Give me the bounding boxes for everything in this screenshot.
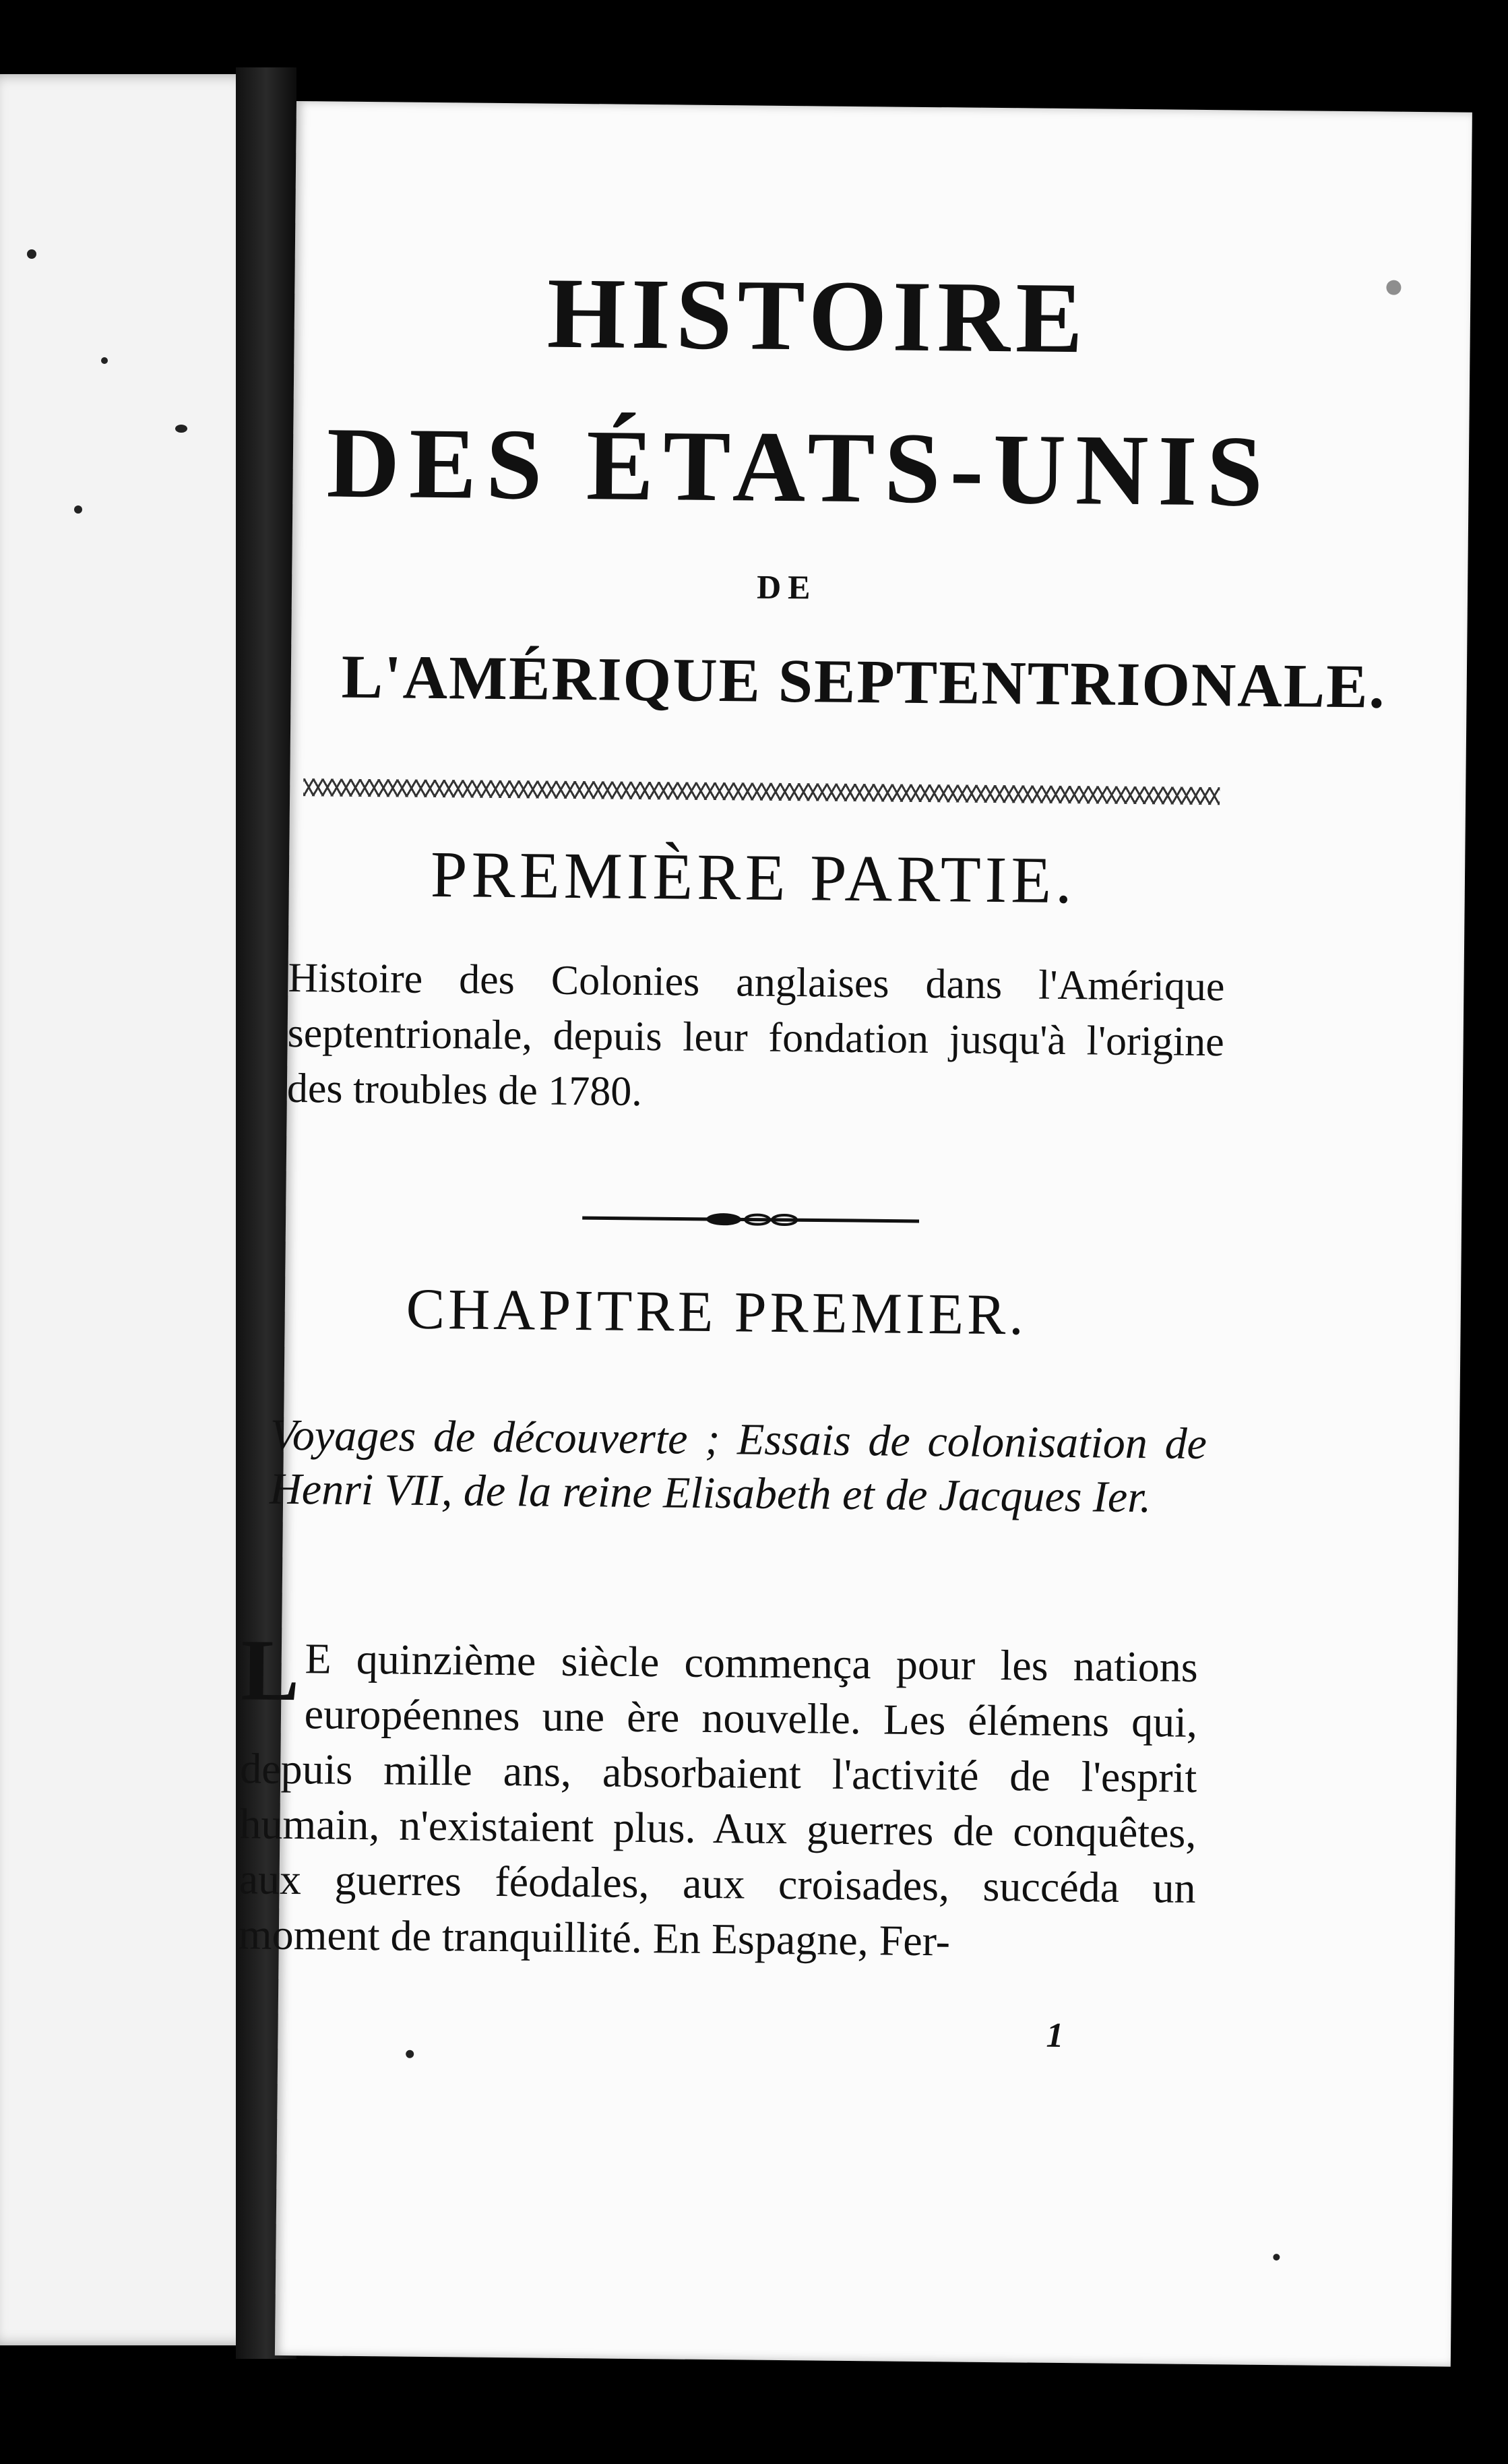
title-line-etats-unis: DES ÉTATS-UNIS [326, 406, 1273, 528]
drop-cap: L [240, 1622, 301, 1720]
part-description: Histoire des Colonies anglaises dans l'Amérique septentrionale, depuis leur fondation jusqu'à l'origine des troubles de 1780. [286, 954, 1225, 1115]
body-text: E quinzième siècle commença pour les nations européennes une ère nouvelle. Les élémens qui, depuis mille ans, absorbaient l'activité de l'esprit humain, n'existaient plus. Aux guerres de conquêtes, aux guerres féodales, aux croisades, succéda un moment de tranquillité. En Espagne, Fer- [238, 1634, 1199, 1965]
title-line-histoire: HISTOIRE [546, 257, 1089, 375]
body-paragraph [238, 1622, 1199, 1971]
ink-speck [101, 357, 108, 364]
title-line-de: DE [756, 567, 817, 607]
ink-speck [74, 505, 82, 514]
signature-mark: 1 [1046, 2016, 1064, 2056]
ink-speck [406, 2050, 414, 2058]
ink-speck [1273, 2254, 1280, 2260]
ornamental-rule [582, 1209, 919, 1230]
wavy-rule-divider [303, 778, 1220, 805]
title-page [238, 101, 1472, 2367]
chapter-heading: CHAPITRE PREMIER. [406, 1276, 1028, 1347]
facing-page-edge [0, 74, 253, 2345]
title-line-amerique: L'AMÉRIQUE SEPTENTRIONALE. [341, 642, 1387, 721]
ink-speck [27, 249, 36, 259]
ink-speck [1386, 280, 1401, 295]
ink-speck [175, 425, 187, 433]
chapter-summary: Voyages de découverte ; Essais de colonisation de Henri VII, de la reine Elisabeth et de Jacques Ier. [269, 1410, 1207, 1522]
part-heading: PREMIÈRE PARTIE. [430, 838, 1077, 918]
